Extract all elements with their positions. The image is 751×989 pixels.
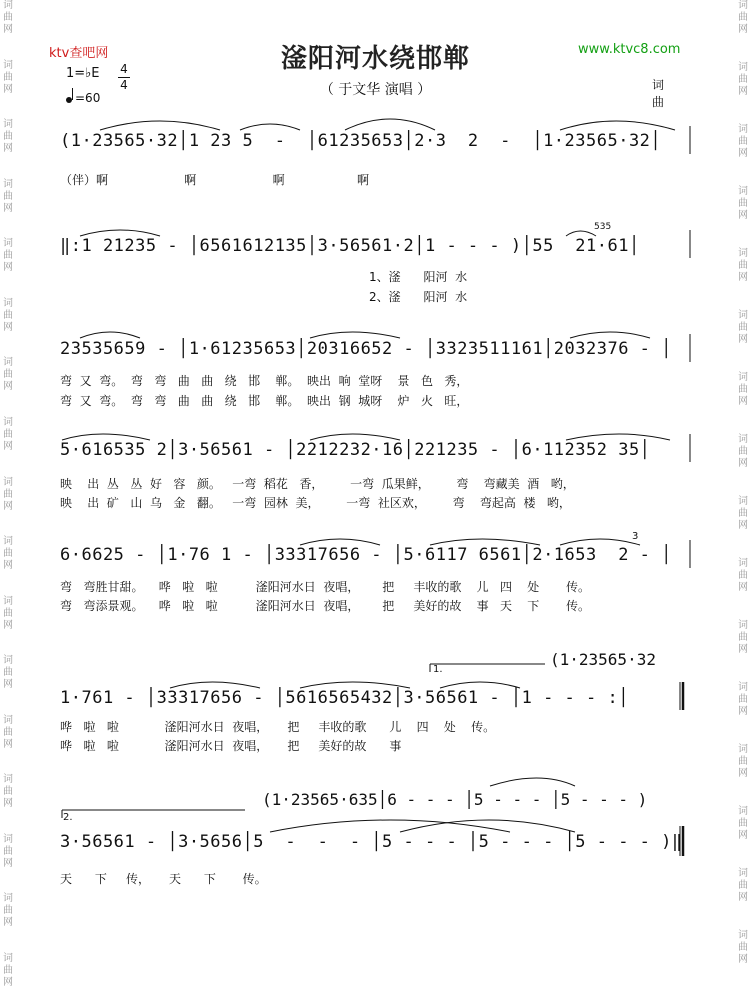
volta-1-label: 1. [433,664,443,675]
slur-mark [570,332,650,338]
lyric-line-3a: 弯 又 弯。 弯 弯 曲 曲 绕 邯 郸。 映出 响 堂呀 景 色 秀， [60,374,469,388]
score-system-4: 5·616535 2│3·56561 - │2212232·16│221235 - │6·112352 35│ [60,440,651,460]
volta-bracket-2 [62,810,245,818]
slur-mark [345,119,435,130]
slur-mark [100,121,220,130]
coda-line-upper: (1·23565·635│6 - - - │5 - - - │5 - - - ) [262,790,648,809]
time-top: 4 [120,62,128,76]
slur-mark [430,539,540,545]
volta-bracket-1 [430,664,545,672]
score-system-7: 3·56561 - │3·5656│5 - - - │5 - - - │5 - - - │5 - - - )‖ [60,832,683,852]
triplet-mark: 3 [632,531,639,542]
key-signature: 1=♭E [66,66,100,81]
score-system-2: ‖:1 21235 - │6561612135│3·56561·2│1 - - - )│55 21·61│ [60,236,640,256]
slur-mark [80,230,160,236]
slur-mark [566,434,670,440]
score-system-5: 6·6625 - │1·76 1 - │33317656 - │5·6117 6561│2·1653 2 - │ [60,545,672,565]
tie-mark [490,778,575,786]
slur-mark [300,682,410,688]
lyric-line-1a: （伴）啊 啊 啊 啊 [60,173,370,187]
lyric-line-7a: 天 下 传， 天 下 传。 [60,872,267,886]
tempo-value: =60 [75,91,101,105]
lyric-line-4a: 映 出 丛 丛 好 容 颜。 一弯 稻花 香， 一弯 瓜果鲜， 弯 弯藏美 酒 哟， [60,477,575,491]
lyric-line-2a: 1、滏 阳河 水 [60,270,468,284]
score-system-1: (1·23565·32│1 23 5 - │61235653│2·3 2 - │1·23565·32│ [60,131,662,151]
composer-label: 曲 [652,95,665,109]
slur-mark [170,682,260,688]
tie-mark [270,820,510,832]
site-brand-left: ktv查吧网 [49,46,109,61]
singer-line: （ 于文华 演唱 ） [319,82,432,98]
slur-mark [240,124,300,130]
lyric-line-2b: 2、滏 阳河 水 [60,290,468,304]
slur-mark [300,539,380,545]
time-bottom: 4 [120,78,128,92]
lyric-line-6a: 哗 啦 啦 滏阳河水日 夜唱， 把 丰收的歌 儿 四 处 传。 [60,720,496,734]
watermark-left: 词 曲 网 词 曲 网 词 曲 网 词 曲 网 词 曲 网 词 曲 网 词 曲 网 词 曲 网 词 曲 网 词 曲 网 词 曲 网 词 曲 网 词 曲 网 词 曲 网 词 曲 网 词 曲 网 词 曲 网 [3,0,13,988]
lyric-line-6b: 哗 啦 啦 滏阳河水日 夜唱， 把 美好的故 事 [60,739,402,753]
lyricist-label: 词 [652,78,665,92]
lyric-line-3b: 弯 又 弯。 弯 弯 曲 曲 绕 邯 郸。 映出 钢 城呀 炉 火 旺， [60,394,469,408]
slur-mark [80,332,140,338]
slur-mark [310,434,400,440]
slur-mark [566,231,596,236]
slur-mark [560,121,675,130]
slur-mark [62,434,150,440]
slur-mark [560,539,640,545]
site-url-right: www.ktvc8.com [578,42,681,57]
song-title: 滏阳河水绕邯郸 [280,44,470,74]
slur-mark [440,682,520,688]
grace-note-mark: 535 [594,222,612,232]
slur-mark [310,332,400,338]
lyric-line-4b: 映 出 矿 山 乌 金 翻。 一弯 园林 美， 一弯 社区欢， 弯 弯起高 楼 哟， [60,496,571,510]
lyric-line-5a: 弯 弯胜甘甜。 哗 啦 啦 滏阳河水日 夜唱， 把 丰收的歌 儿 四 处 传。 [60,580,590,594]
volta-2-label: 2. [63,812,73,823]
watermark-right: 词 曲 网 词 曲 网 词 曲 网 词 曲 网 词 曲 网 词 曲 网 词 曲 网 词 曲 网 词 曲 网 词 曲 网 词 曲 网 词 曲 网 词 曲 网 词 曲 网 词 曲 网 词 曲 网 [738,0,748,965]
score-system-6: 1·761 - │33317656 - │5616565432│3·56561 - │1 - - - :│ [60,688,629,708]
interlude-line-upper: (1·23565·32 [550,650,656,669]
tie-mark [400,820,575,832]
score-system-3: 23535659 - │1·61235653│20316652 - │3323511161│2032376 - │ [60,339,672,359]
lyric-line-5b: 弯 弯添景观。 哗 啦 啦 滏阳河水日 夜唱， 把 美好的故 事 天 下 传。 [60,599,590,613]
